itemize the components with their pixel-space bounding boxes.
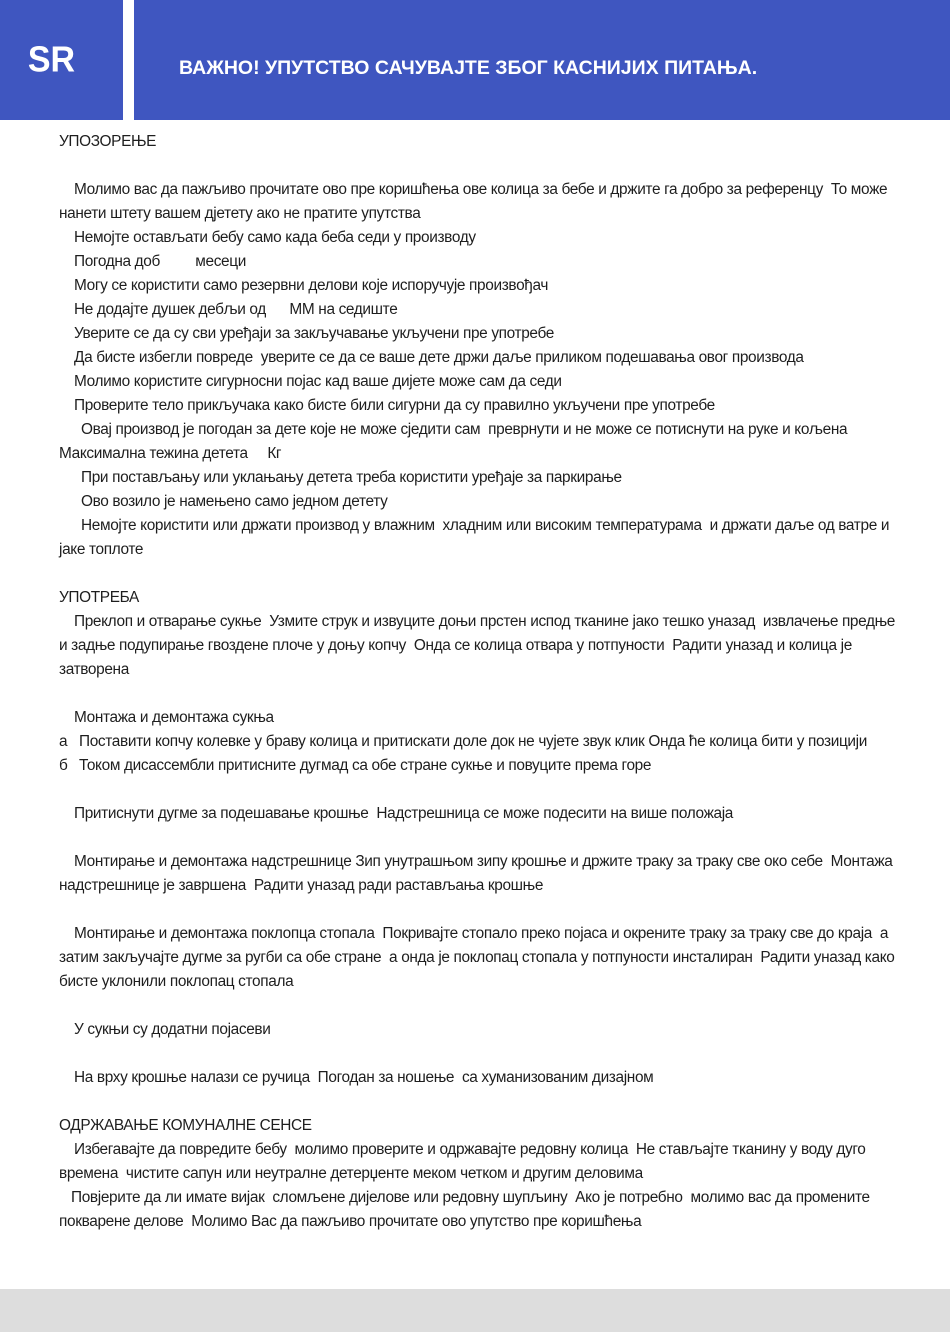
maintenance-text: Избегавајте да повредите бебу молимо проверите и одржавајте редовну колица Не стављајте тканину у воду дуго времена чистите сапун или неутралне детерџенте меком четком и другим деловима — [59, 1141, 870, 1182]
list-item — [59, 730, 899, 754]
list-marker: б — [59, 757, 68, 774]
language-badge — [0, 0, 123, 120]
warning-line: Да бисте избегли повреде уверите се да се ваше дете држи даље приликом подешавања овог производа — [74, 349, 804, 366]
warning-line: Уверите се да су сви уређаји за закључавање укључени пре употребе — [74, 325, 554, 342]
page-header — [0, 0, 950, 120]
warning-line: Молимо вас да пажљиво прочитате ово пре коришћења ове колица за бебе и држите га добро за референцу То може нанети штету вашем дјетету ако не пратите упутства — [59, 181, 892, 222]
warning-line: Проверите тело прикључака како бисте били сигурни да су правилно укључени пре употребе — [74, 397, 715, 414]
warning-line: Погодна доб месеци — [74, 253, 246, 270]
canopy-adjust-text: Притиснути дугме за подешавање крошње Надстрешница се може подесити на више положаја — [74, 805, 734, 822]
header-title: ВАЖНО! УПУТСТВО САЧУВАЈТЕ ЗБОГ КАСНИЈИХ ПИТАЊА. — [134, 0, 950, 120]
warning-line: Ово возило је намењено само једном детету — [81, 493, 388, 510]
handle-text: На врху крошње налази се ручица Погодан за ношење са хуманизованим дизајном — [74, 1069, 654, 1086]
usage-fold-text: Преклоп и отварање сукње Узмите струк и извуците доњи прстен испод тканине јако тешко уназад извлачење предње и задње подупирање гвоздене плоче у доњу копчу Онда се колица отвара у потпуности Радити уназад и колица је затворена — [59, 613, 899, 678]
list-item-text: Поставити копчу колевке у браву колица и притискати доле док не чујете звук клик Онда ће колица бити у позицији — [79, 733, 867, 750]
warning-line: Не додајте душек дебљи од ММ на седиште — [74, 301, 398, 318]
warning-line: Овај производ је погодан за дете које не може сједити сам преврнути и не може се потиснути на руке и кољена — [81, 421, 848, 438]
footer-band — [0, 1289, 950, 1332]
skirt-title: Монтажа и демонтажа сукња — [74, 709, 274, 726]
warning-line: Немојте остављати бебу само када беба седи у производу — [74, 229, 476, 246]
warning-line: Максимална тежина детета Кг — [59, 445, 282, 462]
belts-text: У сукњи су додатни појасеви — [74, 1021, 271, 1038]
footcover-text: Монтирање и демонтажа поклопца стопала Покривајте стопало преко појаса и окрените траку за траку све до краја а затим закључајте дугме за ругби са обе стране а онда је поклопац стопала у потпуности инсталиран Радити уназад како бисте уклонили поклопац стопала — [59, 925, 899, 990]
list-item-text: Током дисассембли притисните дугмад са обе стране сукње и повуците према горе — [79, 757, 652, 774]
warning-line: При постављању или уклањању детета треба користити уређаје за паркирање — [81, 469, 622, 486]
list-item — [59, 754, 899, 778]
maintenance-heading: ОДРЖАВАЊЕ КОМУНАЛНЕ СЕНСЕ — [59, 1117, 312, 1134]
warning-line: Могу се користити само резервни делови које испоручује произвођач — [74, 277, 549, 294]
warning-heading: УПОЗОРЕЊЕ — [59, 133, 157, 150]
warning-line: Молимо користите сигурносни појас кад ваше дијете може сам да седи — [74, 373, 562, 390]
canopy-mount-text: Монтирање и демонтажа надстрешнице Зип унутрашњом зипу крошње и држите траку за траку све око себе Монтажа надстрешнице је завршена Радити уназад ради растављања крошње — [59, 853, 897, 894]
maintenance-text: Повјерите да ли имате вијак сломљене дијелове или редовну шупљину Ако је потребно молимо вас да промените покварене делове Молимо Вас да пажљиво прочитате ово упутство пре коришћења — [59, 1189, 874, 1230]
usage-heading: УПОТРЕБА — [59, 589, 139, 606]
language-code: SR — [27, 40, 76, 80]
instructions-body — [59, 130, 899, 1234]
list-marker: а — [59, 733, 68, 750]
warning-line: Немојте користити или држати производ у влажним хладним или високим температурама и држати даље од ватре и јаке топлоте — [59, 517, 894, 558]
